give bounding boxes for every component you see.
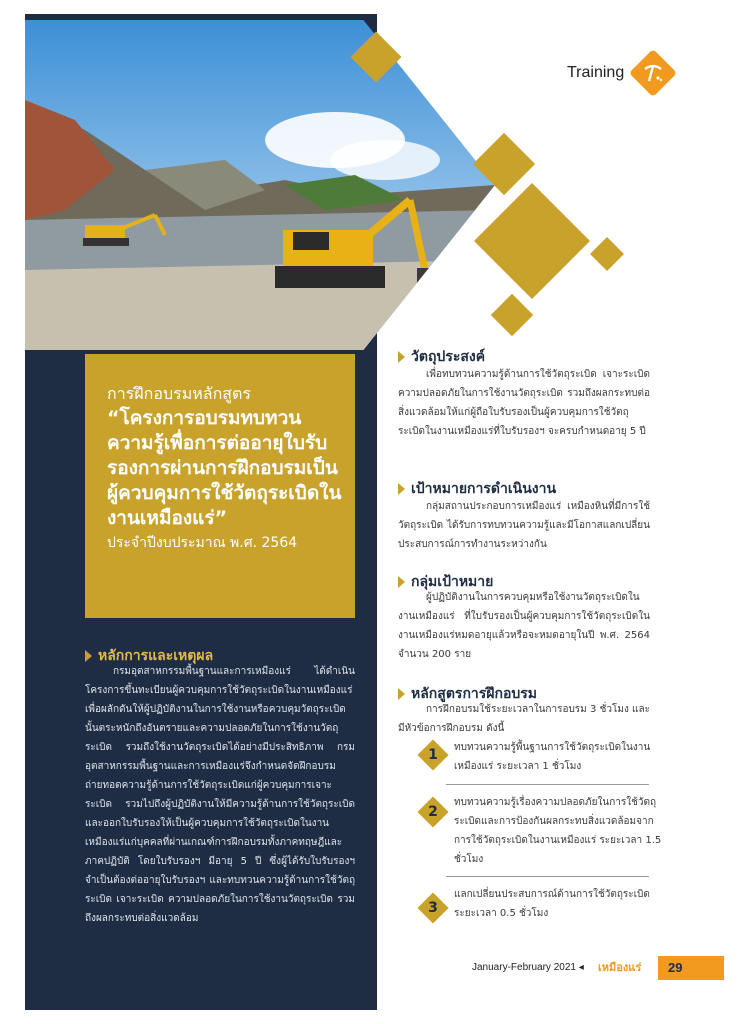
item-number-badge: 2 bbox=[417, 796, 448, 827]
item-text: แลกเปลี่ยนประสบการณ์ด้านการใช้วัตถุระเบิด ระยะเวลา 0.5 ชั่วโมง bbox=[454, 889, 650, 919]
item-number-badge: 3 bbox=[417, 892, 448, 923]
decor-diamond bbox=[491, 294, 533, 336]
caret-icon bbox=[85, 650, 92, 662]
target-operation-body bbox=[398, 497, 650, 554]
section-label: Training bbox=[567, 64, 625, 81]
curriculum-item bbox=[418, 738, 664, 776]
title-intro: การฝึกอบรมหลักสูตร bbox=[107, 384, 252, 403]
pickaxe-icon bbox=[629, 49, 677, 97]
item-text: ทบทวนความรู้พื้นฐานการใช้วัตถุระเบิดในงานเหมืองแร่ ระยะเวลา 1 ชั่วโมง bbox=[454, 742, 651, 772]
target-group-body-text: ผู้ปฏิบัติงานในการควบคุมหรือใช้งานวัตถุระเบิดในงานเหมืองแร่ ที่ใบรับรองเป็นผู้ควบคุมการใช้วัตถุระเบิดในงานเหมืองแร่หมดอายุแล้วหรือจะหมดอายุในปี พ.ศ. 2564 จำนวน 200 ราย bbox=[398, 592, 650, 660]
magazine-logo: เหมืองแร่ bbox=[598, 962, 642, 974]
target-operation-body-text: กลุ่มสถานประกอบการเหมืองแร่ เหมืองหินที่มีการใช้วัตถุระเบิด ได้รับการทบทวนความรู้และมีโอกาสแลกเปลี่ยนประสบการณ์การทำงานระหว่างกัน bbox=[398, 501, 650, 550]
curriculum-item bbox=[418, 885, 664, 923]
target-group-heading-text: กลุ่มเป้าหมาย bbox=[411, 574, 494, 590]
principles-body bbox=[85, 662, 355, 928]
title-box bbox=[85, 354, 355, 618]
caret-icon bbox=[398, 576, 405, 588]
curriculum-item bbox=[418, 793, 664, 869]
item-text: ทบทวนความรู้เรื่องความปลอดภัยในการใช้วัตถุระเบิดและการป้องกันผลกระทบสิ่งแวดล้อมจากการใช้วัตถุระเบิดในงานเหมืองแร่ ระยะเวลา 1.5 ชั่วโมง bbox=[454, 797, 662, 865]
curriculum-intro-text: การฝึกอบรมใช้ระยะเวลาในการอบรม 3 ชั่วโมง และมีหัวข้อการฝึกอบรม ดังนี้ bbox=[398, 704, 650, 734]
decor-diamond bbox=[590, 237, 624, 271]
page-title: “โครงการอบรมทบทวนความรู้เพื่อการต่ออายุใบรับรองการผ่านการฝึกอบรมเป็นผู้ควบคุมการใช้วัตถุระเบิดในงานเหมืองแร่” bbox=[107, 407, 342, 529]
issue-date: January-February 2021 ◂ bbox=[472, 962, 584, 973]
caret-icon bbox=[398, 351, 405, 363]
curriculum-intro bbox=[398, 700, 650, 738]
objective-body-text: เพื่อทบทวนความรู้ด้านการใช้วัตถุระเบิด เจาะระเบิด ความปลอดภัยในการใช้งานวัตถุระเบิด รวมถึงผลกระทบต่อสิ่งแวดล้อมให้แก่ผู้ถือใบรับรองเป็นผู้ควบคุมการใช้วัตถุระเบิดในงานเหมืองแร่ที่ใบรับรองฯ จะครบกำหนดอายุ 5 ปี bbox=[398, 369, 650, 437]
divider bbox=[446, 784, 649, 785]
target-group-body bbox=[398, 588, 650, 664]
page-number: 29 bbox=[658, 956, 724, 980]
title-budget: ประจำปีงบประมาณ พ.ศ. 2564 bbox=[107, 535, 298, 551]
objective-heading-text: วัตถุประสงค์ bbox=[411, 349, 486, 365]
caret-icon bbox=[398, 688, 405, 700]
decor-diamond bbox=[474, 183, 590, 299]
divider bbox=[446, 876, 649, 877]
item-number-badge: 1 bbox=[417, 739, 448, 770]
principles-heading-text: หลักการและเหตุผล bbox=[98, 648, 214, 664]
caret-icon bbox=[398, 483, 405, 495]
target-operation-heading-text: เป้าหมายการดำเนินงาน bbox=[411, 481, 557, 497]
principles-body-text: กรมอุตสาหกรรมพื้นฐานและการเหมืองแร่ ได้ดำเนินโครงการขึ้นทะเบียนผู้ควบคุมการใช้วัตถุระเบิดในงานเหมืองแร่ เพื่อผลักดันให้ผู้ปฏิบัติงานในการใช้งานหรือควบคุมวัตถุระเบิดนั้นตระหนักถึงอันตรายและความปลอดภัยในการใช้งานวัตถุระเบิด รวมถึงใช้งานวัตถุระเบิดได้อย่างมีประสิทธิภาพ กรมอุตสาหกรรมพื้นฐานและการเหมืองแร่จึงกำหนดจัดฝึกอบรมถ่ายทอดความรู้ด้านการใช้วัตถุระเบิดแก่ผู้ควบคุมการเจาะระเบิด รวมไปถึงผู้ปฏิบัติงานให้มีความรู้ด้านการใช้วัตถุระเบิด และออกใบรับรองให้เป็นผู้ควบคุมการใช้วัตถุระเบิดในงานเหมืองแร่แก่บุคคลที่ผ่านเกณฑ์การฝึกอบรมทั้งภาคทฤษฎีและภาคปฏิบัติ โดยใบรับรองฯ มีอายุ 5 ปี ซึ่งผู้ได้รับใบรับรองฯ จำเป็นต้องต่ออายุใบรับรองฯ และทบทวนความรู้ด้านการใช้วัตถุระเบิด เจาะระเบิด ความปลอดภัยในการใช้งานวัตถุระเบิด รวมถึงผลกระทบต่อสิ่งแวดล้อม bbox=[85, 666, 355, 924]
hero-photo bbox=[25, 20, 495, 350]
curriculum-heading-text: หลักสูตรการฝึกอบรม bbox=[411, 686, 538, 702]
objective-body bbox=[398, 365, 650, 441]
